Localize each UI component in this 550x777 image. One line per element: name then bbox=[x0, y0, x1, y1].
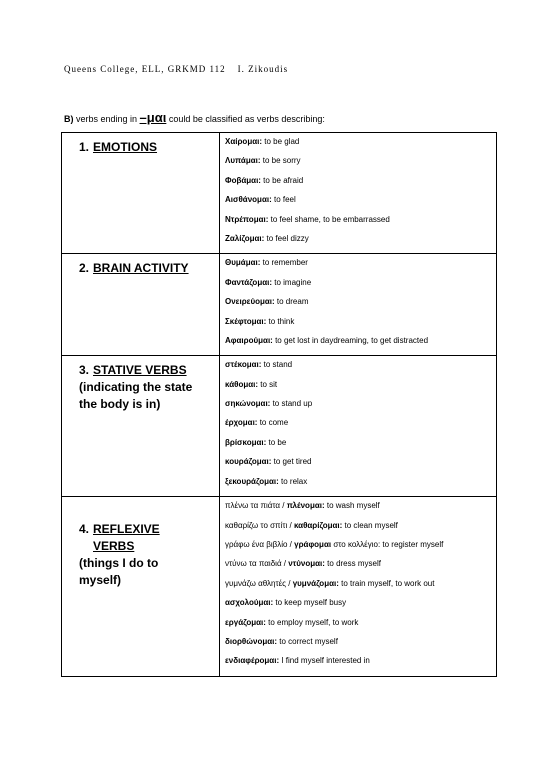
verbs-cell bbox=[220, 133, 497, 254]
category-heading bbox=[62, 254, 219, 277]
category-title: STATIVE VERBS bbox=[93, 363, 187, 378]
list-item: Ντρέπομαι: to feel shame, to be embarrassed bbox=[225, 214, 390, 224]
verbs-cell bbox=[220, 254, 497, 356]
verb-list bbox=[220, 356, 496, 496]
list-item: καθαρίζω το σπίτι / καθαρίζομαι: to clean myself bbox=[225, 520, 398, 530]
verb-list bbox=[220, 497, 496, 676]
category-heading bbox=[62, 356, 219, 413]
verbs-cell bbox=[220, 356, 497, 497]
course-label: Queens College, ELL, GRKMD 112 bbox=[64, 64, 226, 74]
list-item: Λυπάμαι: to be sorry bbox=[225, 156, 301, 166]
list-item: γυμνάζω αθλητές / γυμνάζομαι: to train myself, to work out bbox=[225, 578, 435, 588]
category-number: 1. bbox=[79, 140, 90, 154]
list-item: διορθώνομαι: to correct myself bbox=[225, 637, 338, 647]
category-heading bbox=[62, 133, 219, 156]
table-row-brain-activity bbox=[62, 254, 497, 356]
list-item: κάθομαι: to sit bbox=[225, 379, 278, 389]
category-number: 3. bbox=[79, 363, 90, 378]
list-item: πλένω τα πιάτα / πλένομαι: to wash myself bbox=[225, 501, 380, 511]
category-title: EMOTIONS bbox=[93, 140, 158, 154]
category-cell bbox=[62, 497, 220, 677]
intro-text-after: could be classified as verbs describing: bbox=[166, 114, 325, 124]
section-letter: B) bbox=[64, 114, 74, 124]
list-item: Χαίρομαι: to be glad bbox=[225, 137, 300, 146]
list-item: ντύνω τα παιδιά / ντύνομαι: to dress myself bbox=[225, 559, 381, 569]
category-title: BRAIN ACTIVITY bbox=[93, 261, 189, 276]
list-item: βρίσκομαι: to be bbox=[225, 437, 287, 447]
list-item: Φαντάζομαι: to imagine bbox=[225, 277, 312, 287]
list-item: στέκομαι: to stand bbox=[225, 360, 293, 370]
category-number: 4. bbox=[79, 522, 90, 537]
list-item: έρχομαι: to come bbox=[225, 418, 289, 428]
author-label: I. Zikoudis bbox=[237, 64, 289, 74]
category-cell bbox=[62, 356, 220, 497]
category-subtitle: myself) bbox=[79, 573, 122, 588]
category-subtitle: the body is in) bbox=[79, 397, 161, 412]
list-item: Αισθάνομαι: to feel bbox=[225, 195, 296, 205]
list-item: γράφω ένα βιβλίο / γράφομαι στο κολλέγιο: to register myself bbox=[225, 540, 444, 550]
list-item: Ονειρεύομαι: to dream bbox=[225, 297, 309, 307]
category-subtitle: (indicating the state bbox=[79, 380, 193, 395]
list-item: Ζαλίζομαι: to feel dizzy bbox=[225, 233, 309, 243]
verb-list bbox=[220, 254, 496, 355]
verb-ending: –μαι bbox=[139, 110, 167, 125]
list-item: ασχολούμαι: to keep myself busy bbox=[225, 598, 347, 608]
category-title: REFLEXIVE bbox=[93, 522, 160, 537]
list-item: εργάζομαι: to employ myself, to work bbox=[225, 617, 359, 627]
list-item: σηκώνομαι: to stand up bbox=[225, 399, 313, 409]
intro-text-before: verbs ending in bbox=[73, 114, 140, 124]
category-title: VERBS bbox=[93, 539, 135, 554]
table-row-emotions bbox=[62, 133, 497, 254]
category-number: 2. bbox=[79, 261, 90, 276]
table-row-stative-verbs bbox=[62, 356, 497, 497]
category-cell bbox=[62, 254, 220, 356]
document-header bbox=[64, 64, 288, 74]
list-item: ενδιαφέρομαι: I find myself interested in bbox=[225, 656, 370, 666]
verb-classification-table bbox=[61, 132, 497, 677]
list-item: Θυμάμαι: to remember bbox=[225, 258, 308, 268]
list-item: Φοβάμαι: to be afraid bbox=[225, 175, 304, 185]
verb-list bbox=[220, 133, 496, 253]
list-item: κουράζομαι: to get tired bbox=[225, 457, 312, 467]
table-row-reflexive-verbs bbox=[62, 497, 497, 677]
intro-line bbox=[64, 110, 325, 125]
verbs-cell bbox=[220, 497, 497, 677]
list-item: Σκέφτομαι: to think bbox=[225, 316, 295, 326]
category-subtitle: (things I do to bbox=[79, 556, 159, 571]
category-cell bbox=[62, 133, 220, 254]
category-heading bbox=[62, 497, 219, 589]
list-item: Αφαιρούμαι: to get lost in daydreaming, to get distracted bbox=[225, 335, 429, 345]
list-item: ξεκουράζομαι: to relax bbox=[225, 476, 308, 486]
